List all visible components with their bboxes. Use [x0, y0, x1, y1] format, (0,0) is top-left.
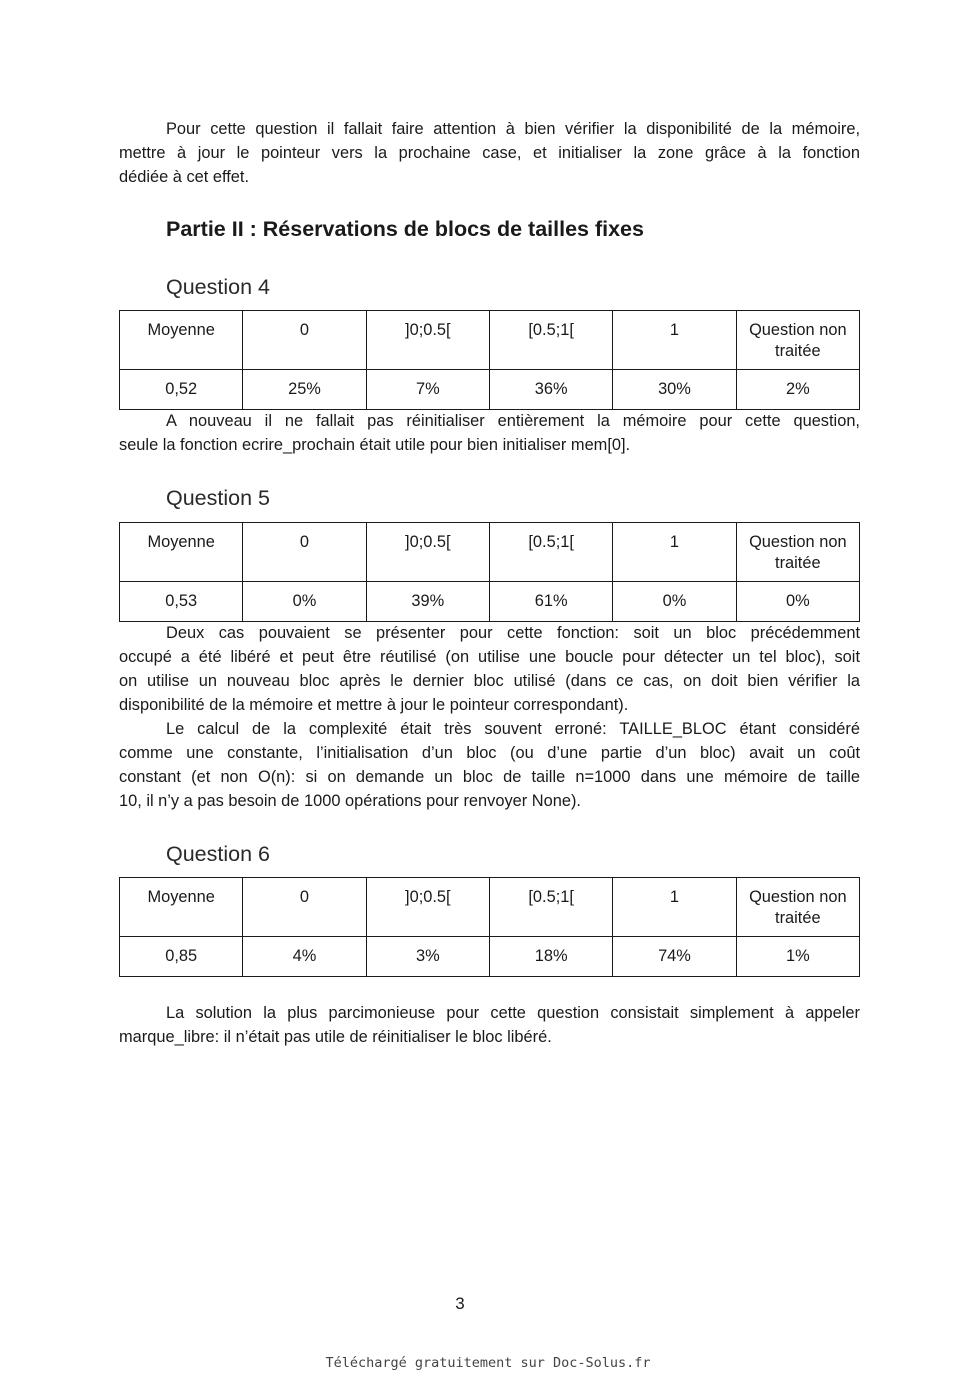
header-cell: Question non traitée: [736, 878, 859, 937]
header-cell: ]0;0.5[: [366, 523, 489, 582]
value-cell: 3%: [366, 937, 489, 977]
table-values-row: [120, 937, 860, 977]
value-cell: 0,53: [120, 582, 243, 622]
question-4-comment: [119, 409, 860, 457]
value-cell: 0%: [736, 582, 859, 622]
value-cell: 39%: [366, 582, 489, 622]
question-6-comment: [119, 1001, 860, 1049]
header-cell: 1: [613, 878, 736, 937]
table-header-row: [120, 311, 860, 370]
header-cell: Moyenne: [120, 878, 243, 937]
text-line: occupé a été libéré et peut être réutilisé (on utilise une boucle pour détecter un tel bloc), soit: [119, 648, 860, 666]
question-5-title: Question 5: [166, 486, 270, 510]
header-cell: 1: [613, 311, 736, 370]
text-line: comme une constante, l’initialisation d’un bloc (ou d’une partie d’un bloc) avait un coût: [119, 744, 860, 762]
question-6-table: [119, 877, 860, 977]
header-cell: 1: [613, 523, 736, 582]
text-line: Le calcul de la complexité était très souvent erroné: TAILLE_BLOC étant considéré: [166, 720, 860, 738]
value-cell: 74%: [613, 937, 736, 977]
text-line: constant (et non O(n): si on demande un bloc de taille n=1000 dans une mémoire de taille: [119, 768, 860, 786]
value-cell: 1%: [736, 937, 859, 977]
header-cell: [0.5;1[: [489, 878, 612, 937]
value-cell: 0%: [243, 582, 366, 622]
value-cell: 18%: [489, 937, 612, 977]
text-line: on utilise un nouveau bloc après le dernier bloc utilisé (dans ce cas, on doit bien vérifier la: [119, 672, 860, 690]
value-cell: 0%: [613, 582, 736, 622]
header-cell: [0.5;1[: [489, 311, 612, 370]
section-title: Partie II : Réservations de blocs de tailles fixes: [166, 217, 644, 241]
header-cell: Question non traitée: [736, 311, 859, 370]
question-4-table: [119, 310, 860, 410]
value-cell: 25%: [243, 370, 366, 410]
text-line: Pour cette question il fallait faire attention à bien vérifier la disponibilité de la mémoire,: [166, 120, 860, 138]
intro-paragraph: [119, 117, 860, 189]
footer-download-notice: Téléchargé gratuitement sur Doc-Solus.fr: [325, 1355, 651, 1371]
header-cell: ]0;0.5[: [366, 311, 489, 370]
table-header-row: [120, 878, 860, 937]
text-line: disponibilité de la mémoire et mettre à jour le pointeur correspondant).: [119, 696, 629, 714]
question-5-comment: [119, 621, 860, 813]
text-line: A nouveau il ne fallait pas réinitialiser entièrement la mémoire pour cette question,: [166, 412, 860, 430]
header-cell: Moyenne: [120, 523, 243, 582]
question-4-title: Question 4: [166, 275, 270, 299]
header-cell: 0: [243, 878, 366, 937]
header-cell: Question non traitée: [736, 523, 859, 582]
table-values-row: [120, 370, 860, 410]
table-values-row: [120, 582, 860, 622]
value-cell: 61%: [489, 582, 612, 622]
text-line: La solution la plus parcimonieuse pour cette question consistait simplement à appeler: [166, 1004, 860, 1022]
text-line: Deux cas pouvaient se présenter pour cette fonction: soit un bloc précédemment: [166, 624, 860, 642]
question-5-table: [119, 522, 860, 622]
value-cell: 4%: [243, 937, 366, 977]
text-line: mettre à jour le pointeur vers la prochaine case, et initialiser la zone grâce à la fonction: [119, 144, 860, 162]
text-line: dédiée à cet effet.: [119, 168, 250, 186]
value-cell: 7%: [366, 370, 489, 410]
value-cell: 0,85: [120, 937, 243, 977]
header-cell: 0: [243, 523, 366, 582]
header-cell: 0: [243, 311, 366, 370]
page-number: 3: [455, 1294, 465, 1313]
header-cell: ]0;0.5[: [366, 878, 489, 937]
value-cell: 0,52: [120, 370, 243, 410]
value-cell: 30%: [613, 370, 736, 410]
table-header-row: [120, 523, 860, 582]
header-cell: [0.5;1[: [489, 523, 612, 582]
text-line: 10, il n’y a pas besoin de 1000 opérations pour renvoyer None).: [119, 792, 581, 810]
value-cell: 2%: [736, 370, 859, 410]
question-6-title: Question 6: [166, 842, 270, 866]
text-line: seule la fonction ecrire_prochain était utile pour bien initialiser mem[0].: [119, 436, 631, 454]
text-line: marque_libre: il n’était pas utile de réinitialiser le bloc libéré.: [119, 1028, 552, 1046]
header-cell: Moyenne: [120, 311, 243, 370]
value-cell: 36%: [489, 370, 612, 410]
